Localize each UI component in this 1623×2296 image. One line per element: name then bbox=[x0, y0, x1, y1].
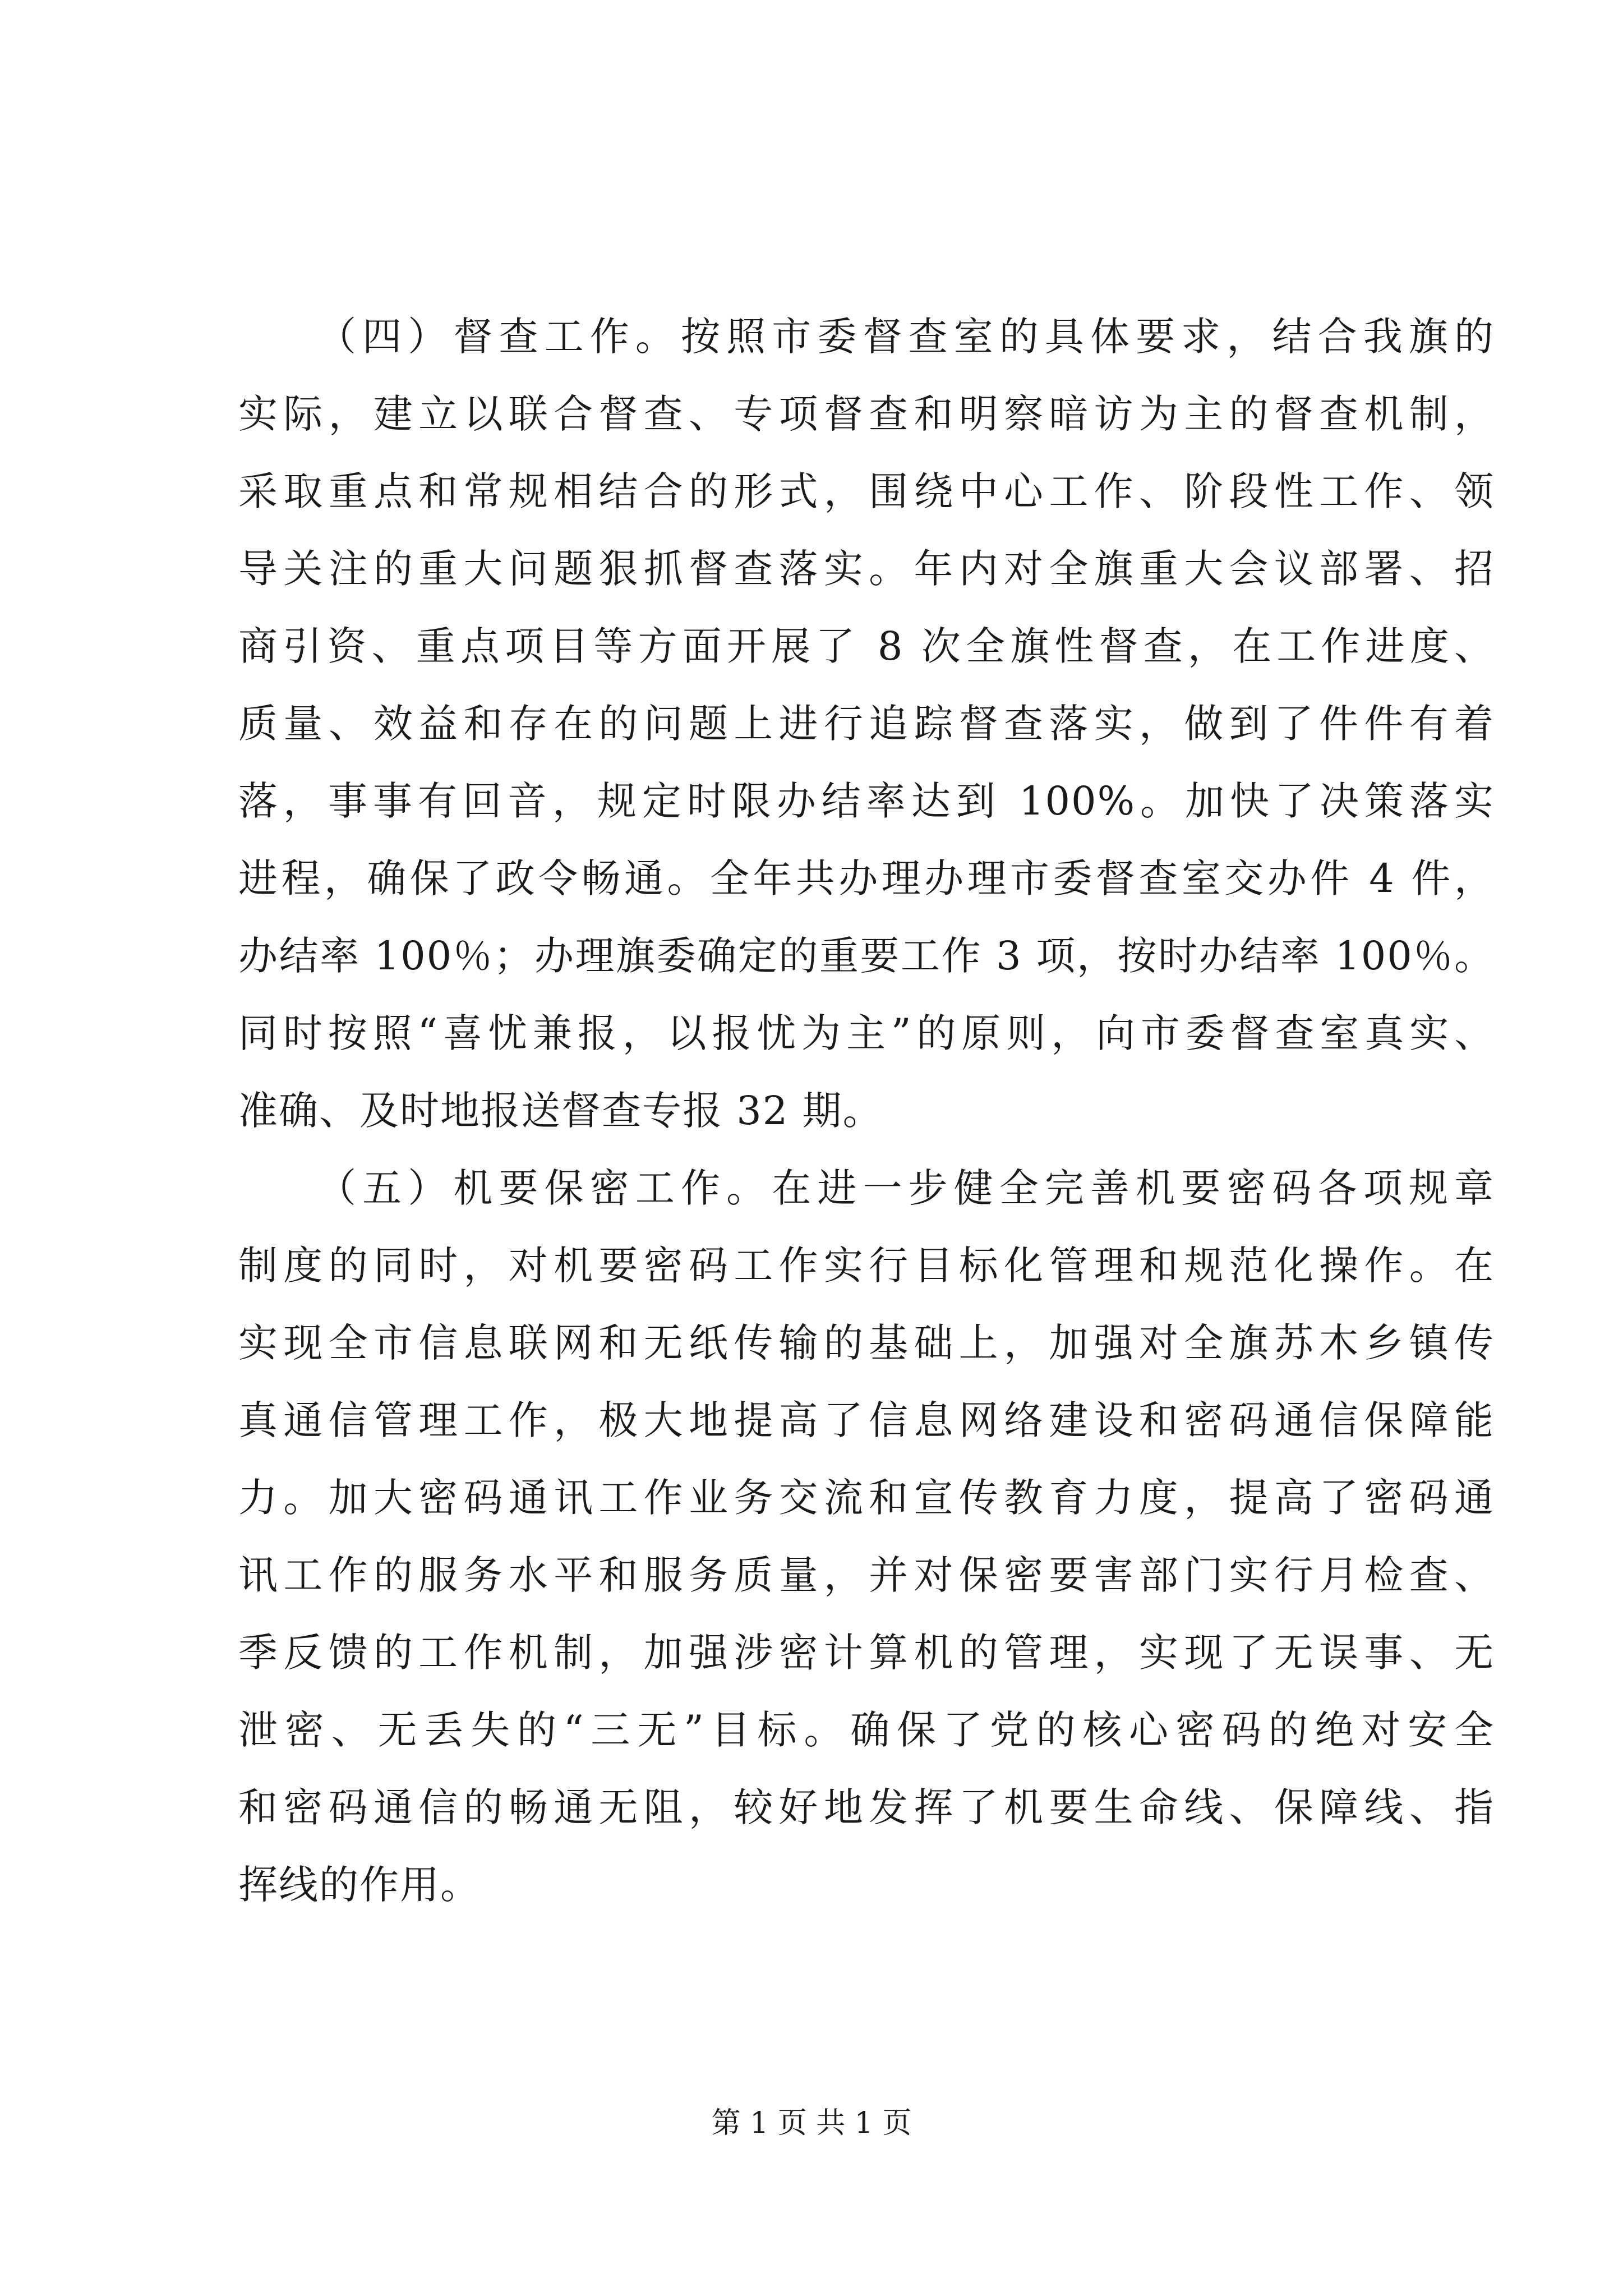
paragraph-2-line-4: 真通信管理工作，极大地提高了信息网络建设和密码通信保障能 bbox=[238, 1397, 1495, 1443]
paragraph-1-line-6: 质量、效益和存在的问题上进行追踪督查落实，做到了件件有着 bbox=[238, 701, 1495, 747]
paragraph-2-line-6: 讯工作的服务水平和服务质量，并对保密要害部门实行月检查、 bbox=[238, 1552, 1495, 1598]
paragraph-2-line-5: 力。加大密码通讯工作业务交流和宣传教育力度，提高了密码通 bbox=[238, 1475, 1495, 1521]
paragraph-1-line-3: 采取重点和常规相结合的形式，围绕中心工作、阶段性工作、领 bbox=[238, 468, 1495, 514]
paragraph-1-line-11: 准确、及时地报送督查专报 32 期。 bbox=[238, 1088, 883, 1134]
paragraph-2-line-7: 季反馈的工作机制，加强涉密计算机的管理，实现了无误事、无 bbox=[238, 1630, 1495, 1676]
paragraph-2-line-3: 实现全市信息联网和无纸传输的基础上，加强对全旗苏木乡镇传 bbox=[238, 1320, 1495, 1366]
paragraph-1-line-5: 商引资、重点项目等方面开展了 8 次全旗性督查，在工作进度、 bbox=[238, 623, 1495, 669]
paragraph-1-line-4: 导关注的重大问题狠抓督查落实。年内对全旗重大会议部署、招 bbox=[238, 546, 1495, 592]
paragraph-1-line-8: 进程，确保了政令畅通。全年共办理办理市委督查室交办件 4 件， bbox=[238, 855, 1495, 901]
paragraph-1-line-2: 实际，建立以联合督查、专项督查和明察暗访为主的督查机制， bbox=[238, 391, 1495, 437]
paragraph-2-line-8: 泄密、无丢失的“三无”目标。确保了党的核心密码的绝对安全 bbox=[238, 1707, 1495, 1753]
paragraph-2-line-1: （五）机要保密工作。在进一步健全完善机要密码各项规章 bbox=[317, 1165, 1495, 1211]
paragraph-2-line-2: 制度的同时，对机要密码工作实行目标化管理和规范化操作。在 bbox=[238, 1243, 1495, 1289]
paragraph-1-line-1: （四）督查工作。按照市委督查室的具体要求，结合我旗的 bbox=[317, 314, 1495, 360]
page-footer: 第 1 页 共 1 页 bbox=[711, 2106, 912, 2140]
paragraph-2-line-9: 和密码通信的畅通无阻，较好地发挥了机要生命线、保障线、指 bbox=[238, 1784, 1495, 1830]
paragraph-2-line-10: 挥线的作用。 bbox=[238, 1862, 481, 1908]
paragraph-1-line-7: 落，事事有回音，规定时限办结率达到 100%。加快了决策落实 bbox=[238, 778, 1495, 824]
paragraph-1-line-9: 办结率 100％；办理旗委确定的重要工作 3 项，按时办结率 100％。 bbox=[238, 933, 1495, 979]
paragraph-1-line-10: 同时按照“喜忧兼报，以报忧为主”的原则，向市委督查室真实、 bbox=[238, 1010, 1495, 1056]
